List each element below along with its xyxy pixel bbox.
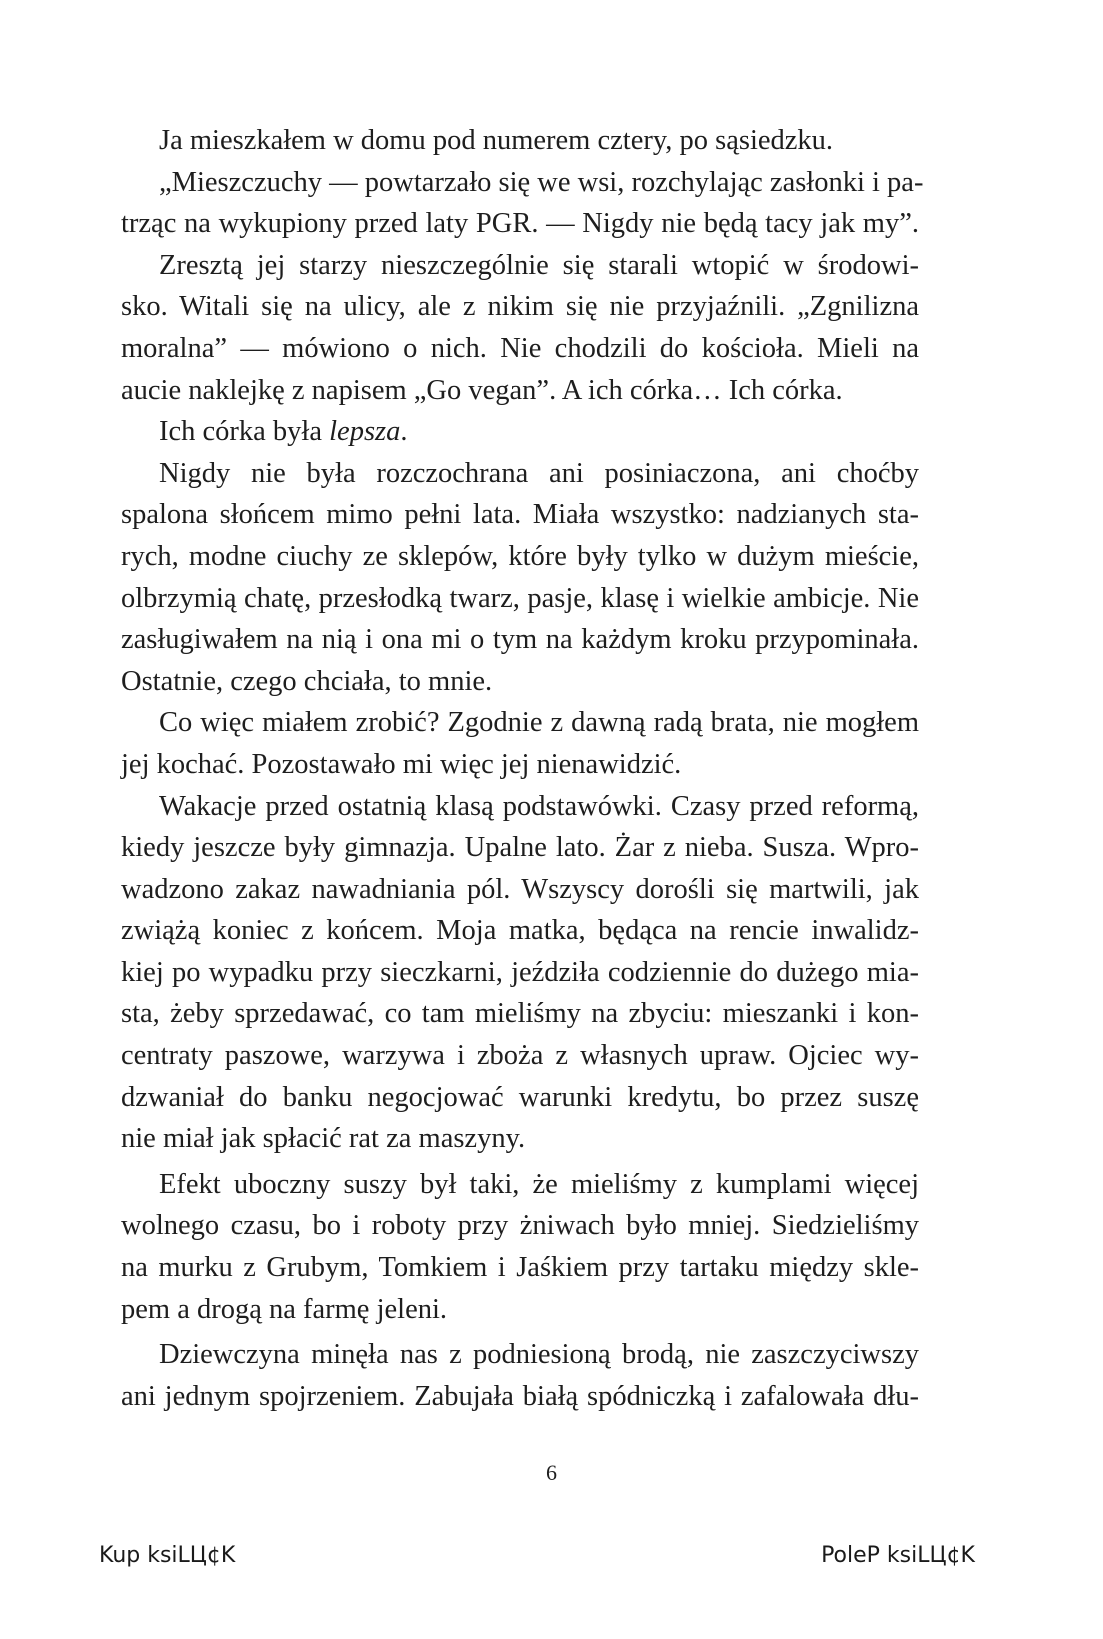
text-line <box>121 411 919 453</box>
text-line: Efekt uboczny suszy był taki, że mieliśmy z kumplami więcej <box>159 1168 919 1200</box>
text-line: Ostatnie, czego chciała, to mnie. <box>121 665 493 697</box>
text-line: kiedy jeszcze były gimnazja. Upalne lato. Żar z nieba. Susza. Wpro- <box>121 832 919 864</box>
text-line: Dziewczyna minęła nas z podniesioną brodą, nie zaszczyciwszy <box>159 1339 919 1371</box>
text-segment: . <box>400 416 408 448</box>
text-line: ani jednym spojrzeniem. Zabujała białą spódniczką i zafalowała dłu- <box>121 1380 919 1412</box>
italic-word: lepsza <box>329 416 401 448</box>
text-line: pem a drogą na farmę jeleni. <box>121 1293 448 1325</box>
text-line: olbrzymią chatę, przesłodką twarz, pasje, klasę i wielkie ambicje. Nie <box>121 582 919 614</box>
text-line: Wakacje przed ostatnią klasą podstawówki. Czasy przed reformą, <box>159 790 919 822</box>
text-line: sta, żeby sprzedawać, co tam mieliśmy na zbyciu: mieszanki i kon- <box>121 998 919 1030</box>
text-line: nie miał jak spłacić rat za maszyny. <box>121 1123 526 1155</box>
text-line: Co więc miałem zrobić? Zgodnie z dawną radą brata, nie mogłem <box>159 707 919 739</box>
recommend-book-link[interactable]: PoleP ksiLЦ¢K <box>821 1543 975 1568</box>
text-line: zwiążą koniec z końcem. Moja matka, będąca na rencie inwalidz- <box>121 915 919 947</box>
text-line: na murku z Grubym, Tomkiem i Jaśkiem przy tartaku między skle- <box>121 1252 919 1284</box>
text-segment: Ich córka była <box>159 416 330 448</box>
text-line: moralna” — mówiono o nich. Nie chodzili do kościoła. Mieli na <box>121 332 919 364</box>
text-line: jej kochać. Pozostawało mi więc jej nienawidzić. <box>121 748 682 780</box>
text-line: Nigdy nie była rozczochrana ani posiniaczona, ani choćby <box>159 457 919 489</box>
text-line: trząc na wykupiony przed laty PGR. — Nigdy nie będą tacy jak my”. <box>121 208 919 240</box>
text-line: kiej po wypadku przy sieczkarni, jeździła codziennie do dużego mia- <box>121 956 919 988</box>
text-line: zasługiwałem na nią i ona mi o tym na każdym kroku przypominała. <box>121 624 919 656</box>
buy-book-link[interactable]: Kup ksiLЦ¢K <box>99 1543 236 1568</box>
text-line: spalona słońcem mimo pełni lata. Miała wszystko: nadzianych sta- <box>121 499 919 531</box>
text-line: wolnego czasu, bo i roboty przy żniwach było mniej. Siedzieliśmy <box>121 1210 919 1242</box>
text-line: centraty paszowe, warzywa i zboża z własnych upraw. Ojciec wy- <box>121 1040 919 1072</box>
text-line: aucie naklejkę z napisem „Go vegan”. A ich córka… Ich córka. <box>121 374 843 406</box>
text-line: Ja mieszkałem w domu pod numerem cztery, po sąsiedzku. <box>159 125 834 156</box>
text-line: dzwaniał do banku negocjować warunki kredytu, bo przez suszę <box>121 1081 919 1113</box>
text-line: sko. Witali się na ulicy, ale z nikim się nie przyjaźnili. „Zgnilizna <box>121 291 919 323</box>
text-line: wadzono zakaz nawadniania pól. Wszyscy dorośli się martwili, jak <box>121 873 919 905</box>
page-number: 6 <box>546 1460 557 1485</box>
text-line: rych, modne ciuchy ze sklepów, które były tylko w dużym mieście, <box>121 540 919 572</box>
text-line: „Mieszczuchy — powtarzało się we wsi, rozchylając zasłonki i pa- <box>159 166 924 198</box>
body-text <box>121 120 924 1417</box>
text-line: Zresztą jej starzy nieszczególnie się starali wtopić w środowi- <box>159 249 919 281</box>
